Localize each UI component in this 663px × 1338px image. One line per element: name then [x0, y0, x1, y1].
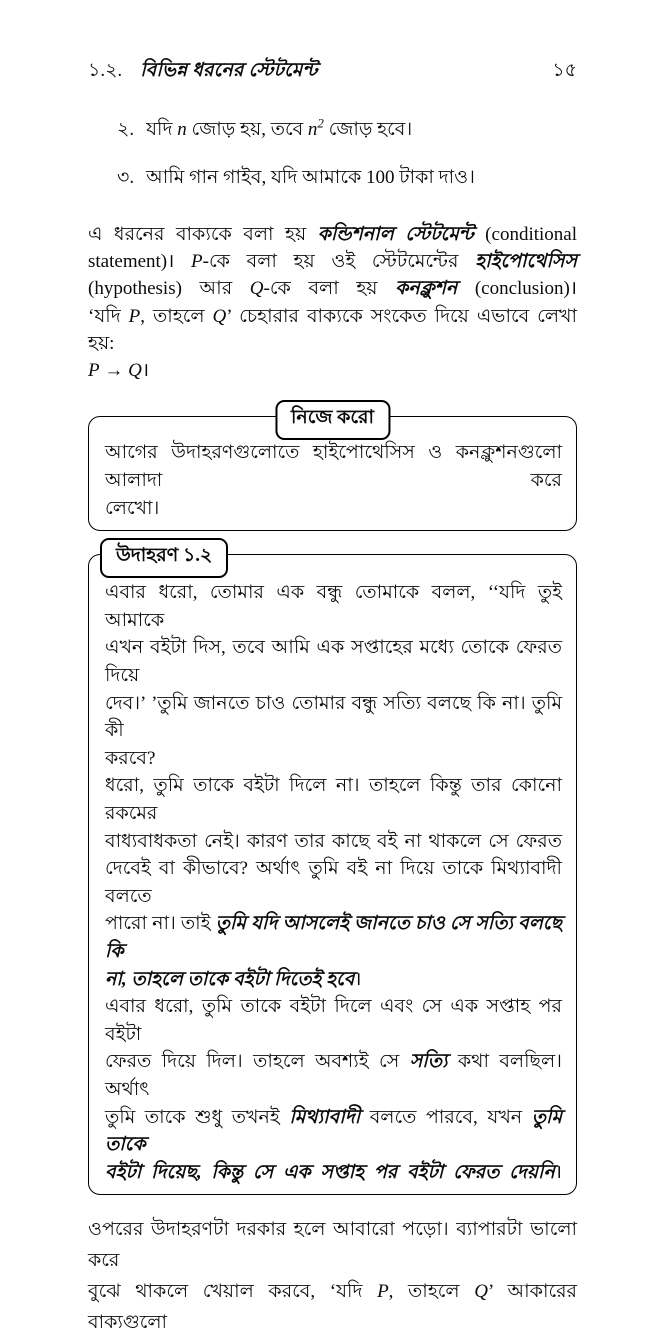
page-content — [88, 58, 577, 1338]
emphasis-text: বইটা দিয়েছ, কিন্তু সে এক সপ্তাহ পর বইটা ফেরত দেয়নি — [105, 1161, 555, 1183]
text: -কে বলা হয় ওই স্টেটমেন্টের — [202, 251, 476, 273]
nije-koro-box — [88, 407, 577, 531]
text-line — [88, 248, 577, 275]
page-number: ১৫ — [552, 60, 577, 81]
text: তুমি তাকে শুধু তখনই — [105, 1106, 290, 1128]
math-superscript: 2 — [317, 115, 324, 131]
text-line: এখন বইটা দিস, তবে আমি এক সপ্তাহের মধ্যে তোকে ফেরত দিয়ে — [105, 637, 562, 686]
text-line: করবে? — [105, 747, 156, 769]
text: । — [141, 360, 150, 382]
math-var-q: Q — [474, 1281, 488, 1303]
text-line — [105, 1159, 562, 1187]
text-line — [105, 1048, 562, 1103]
text: । — [354, 968, 362, 990]
text: , তাহলে — [140, 305, 213, 327]
text-line — [88, 1276, 577, 1338]
emphasis-text: না, তাহলে তাকে বইটা দিতেই হবে — [105, 968, 355, 990]
text-line: বাধ্যবাধকতা নেই। কারণ তার কাছে বই না থাকলে সে ফেরত — [105, 830, 562, 852]
list-item-number: ২. — [117, 119, 135, 140]
text: পারো না। তাই — [105, 913, 216, 935]
text-line — [88, 221, 577, 248]
math-var-n: n — [177, 119, 187, 140]
emphasis-text: সত্যি — [409, 1051, 448, 1073]
paragraph-closing — [88, 1214, 577, 1338]
text: statement)। — [88, 251, 192, 273]
text: ’ চেহারার বাক্যকে সংকেত দিয়ে এভাবে লেখা হয়: — [88, 305, 577, 354]
text-line — [105, 1104, 562, 1159]
emphasis-text: তুমি তাকে — [105, 1106, 562, 1156]
math-var-p: P — [128, 305, 141, 327]
text-line: এবার ধরো, তোমার এক বন্ধু তোমাকে বলল, ‘‘যদি তুই আমাকে — [105, 582, 562, 631]
text-line-formula — [88, 357, 577, 384]
example-box-title: উদাহরণ ১.২ — [100, 538, 228, 578]
math-var-p: P — [191, 251, 203, 273]
math-var-p: P — [377, 1281, 389, 1303]
list-item-3 — [117, 164, 577, 192]
section-number: ১.২. — [88, 60, 123, 81]
text: (hypothesis) আর — [88, 278, 250, 300]
text: এ ধরনের বাক্যকে বলা হয় — [88, 224, 318, 245]
section-title: বিভিন্ন ধরনের স্টেটমেন্ট — [140, 60, 318, 81]
text-line: দেব।’ ’তুমি জানতে চাও তোমার বন্ধু সত্যি বলছে কি না। তুমি কী — [105, 692, 562, 742]
text: । — [554, 1161, 562, 1183]
text: কথা বলছিল। অর্থাৎ — [105, 1051, 562, 1100]
text-line — [88, 275, 577, 302]
text: বুঝে থাকলে খেয়াল করবে, ‘যদি — [88, 1281, 378, 1303]
text: ’ আকারের বাক্যগুলো — [88, 1281, 577, 1334]
example-box — [88, 545, 577, 1195]
text-line: ধরো, তুমি তাকে বইটা দিলে না। তাহলে কিন্তু তার কোনো রকমের — [105, 775, 562, 824]
term-hypothesis-bn: হাইপোথেসিস — [475, 251, 578, 273]
math-var-q: Q — [212, 305, 227, 327]
text-line: ওপরের উদাহরণটা দরকার হলে আবারো পড়ো। ব্যাপারটা ভালো করে — [88, 1219, 577, 1272]
term-conditional-statement-bn: কন্ডিশনাল স্টেটমেন্ট — [317, 224, 474, 245]
math-var-q: Q — [128, 360, 142, 382]
text-line: লেখো। — [105, 498, 160, 520]
text-line: দেবেই বা কীভাবে? অর্থাৎ তুমি বই না দিয়ে তাকে মিথ্যাবাদী বলতে — [105, 858, 562, 907]
text: (conditional — [473, 224, 577, 245]
text-line: এবার ধরো, তুমি তাকে বইটা দিলে এবং সে এক সপ্তাহ পর বইটা — [105, 996, 562, 1045]
text: ‘যদি — [88, 305, 129, 327]
math-var-p: P — [88, 360, 100, 382]
term-conclusion-bn: কনক্লুশন — [395, 278, 458, 300]
list-item-number: ৩. — [117, 167, 135, 188]
nije-koro-box-title: নিজে করো — [275, 400, 390, 440]
text: , তাহলে — [388, 1281, 475, 1303]
emphasis-text: মিথ্যাবাদী — [289, 1106, 361, 1128]
section-heading — [88, 58, 318, 84]
list-item-text: জোড় হবে। — [323, 119, 413, 140]
text: -কে বলা হয় — [263, 278, 396, 300]
math-var-n: n — [307, 119, 318, 140]
text: ফেরত দিয়ে দিল। তাহলে অবশ্যই সে — [105, 1051, 410, 1073]
number-100: 100 — [366, 167, 395, 188]
math-var-q: Q — [249, 278, 264, 300]
list-item-text: জোড় হয়, তবে — [186, 119, 308, 140]
list-item-text: যদি — [146, 119, 178, 140]
text: বলতে পারবে, যখন — [360, 1106, 532, 1128]
emphasis-text: তুমি যদি আসলেই জানতে চাও সে সত্যি বলছে কি — [105, 913, 563, 962]
text-line: আগের উদাহরণগুলোতে হাইপোথেসিস ও কনক্লুশনগুলো আলাদা করে — [105, 442, 562, 492]
list-item-text: আমি গান গাইব, যদি আমাকে — [146, 167, 366, 188]
implies-arrow: → — [99, 360, 129, 382]
list-item-2 — [117, 116, 577, 144]
page-header — [88, 58, 577, 84]
list-item-text: টাকা দাও। — [394, 167, 475, 188]
text-line — [88, 303, 577, 357]
text-line — [105, 910, 562, 965]
text: (conclusion)। — [457, 278, 577, 300]
paragraph-conditional — [88, 221, 577, 384]
text-line — [105, 966, 562, 994]
